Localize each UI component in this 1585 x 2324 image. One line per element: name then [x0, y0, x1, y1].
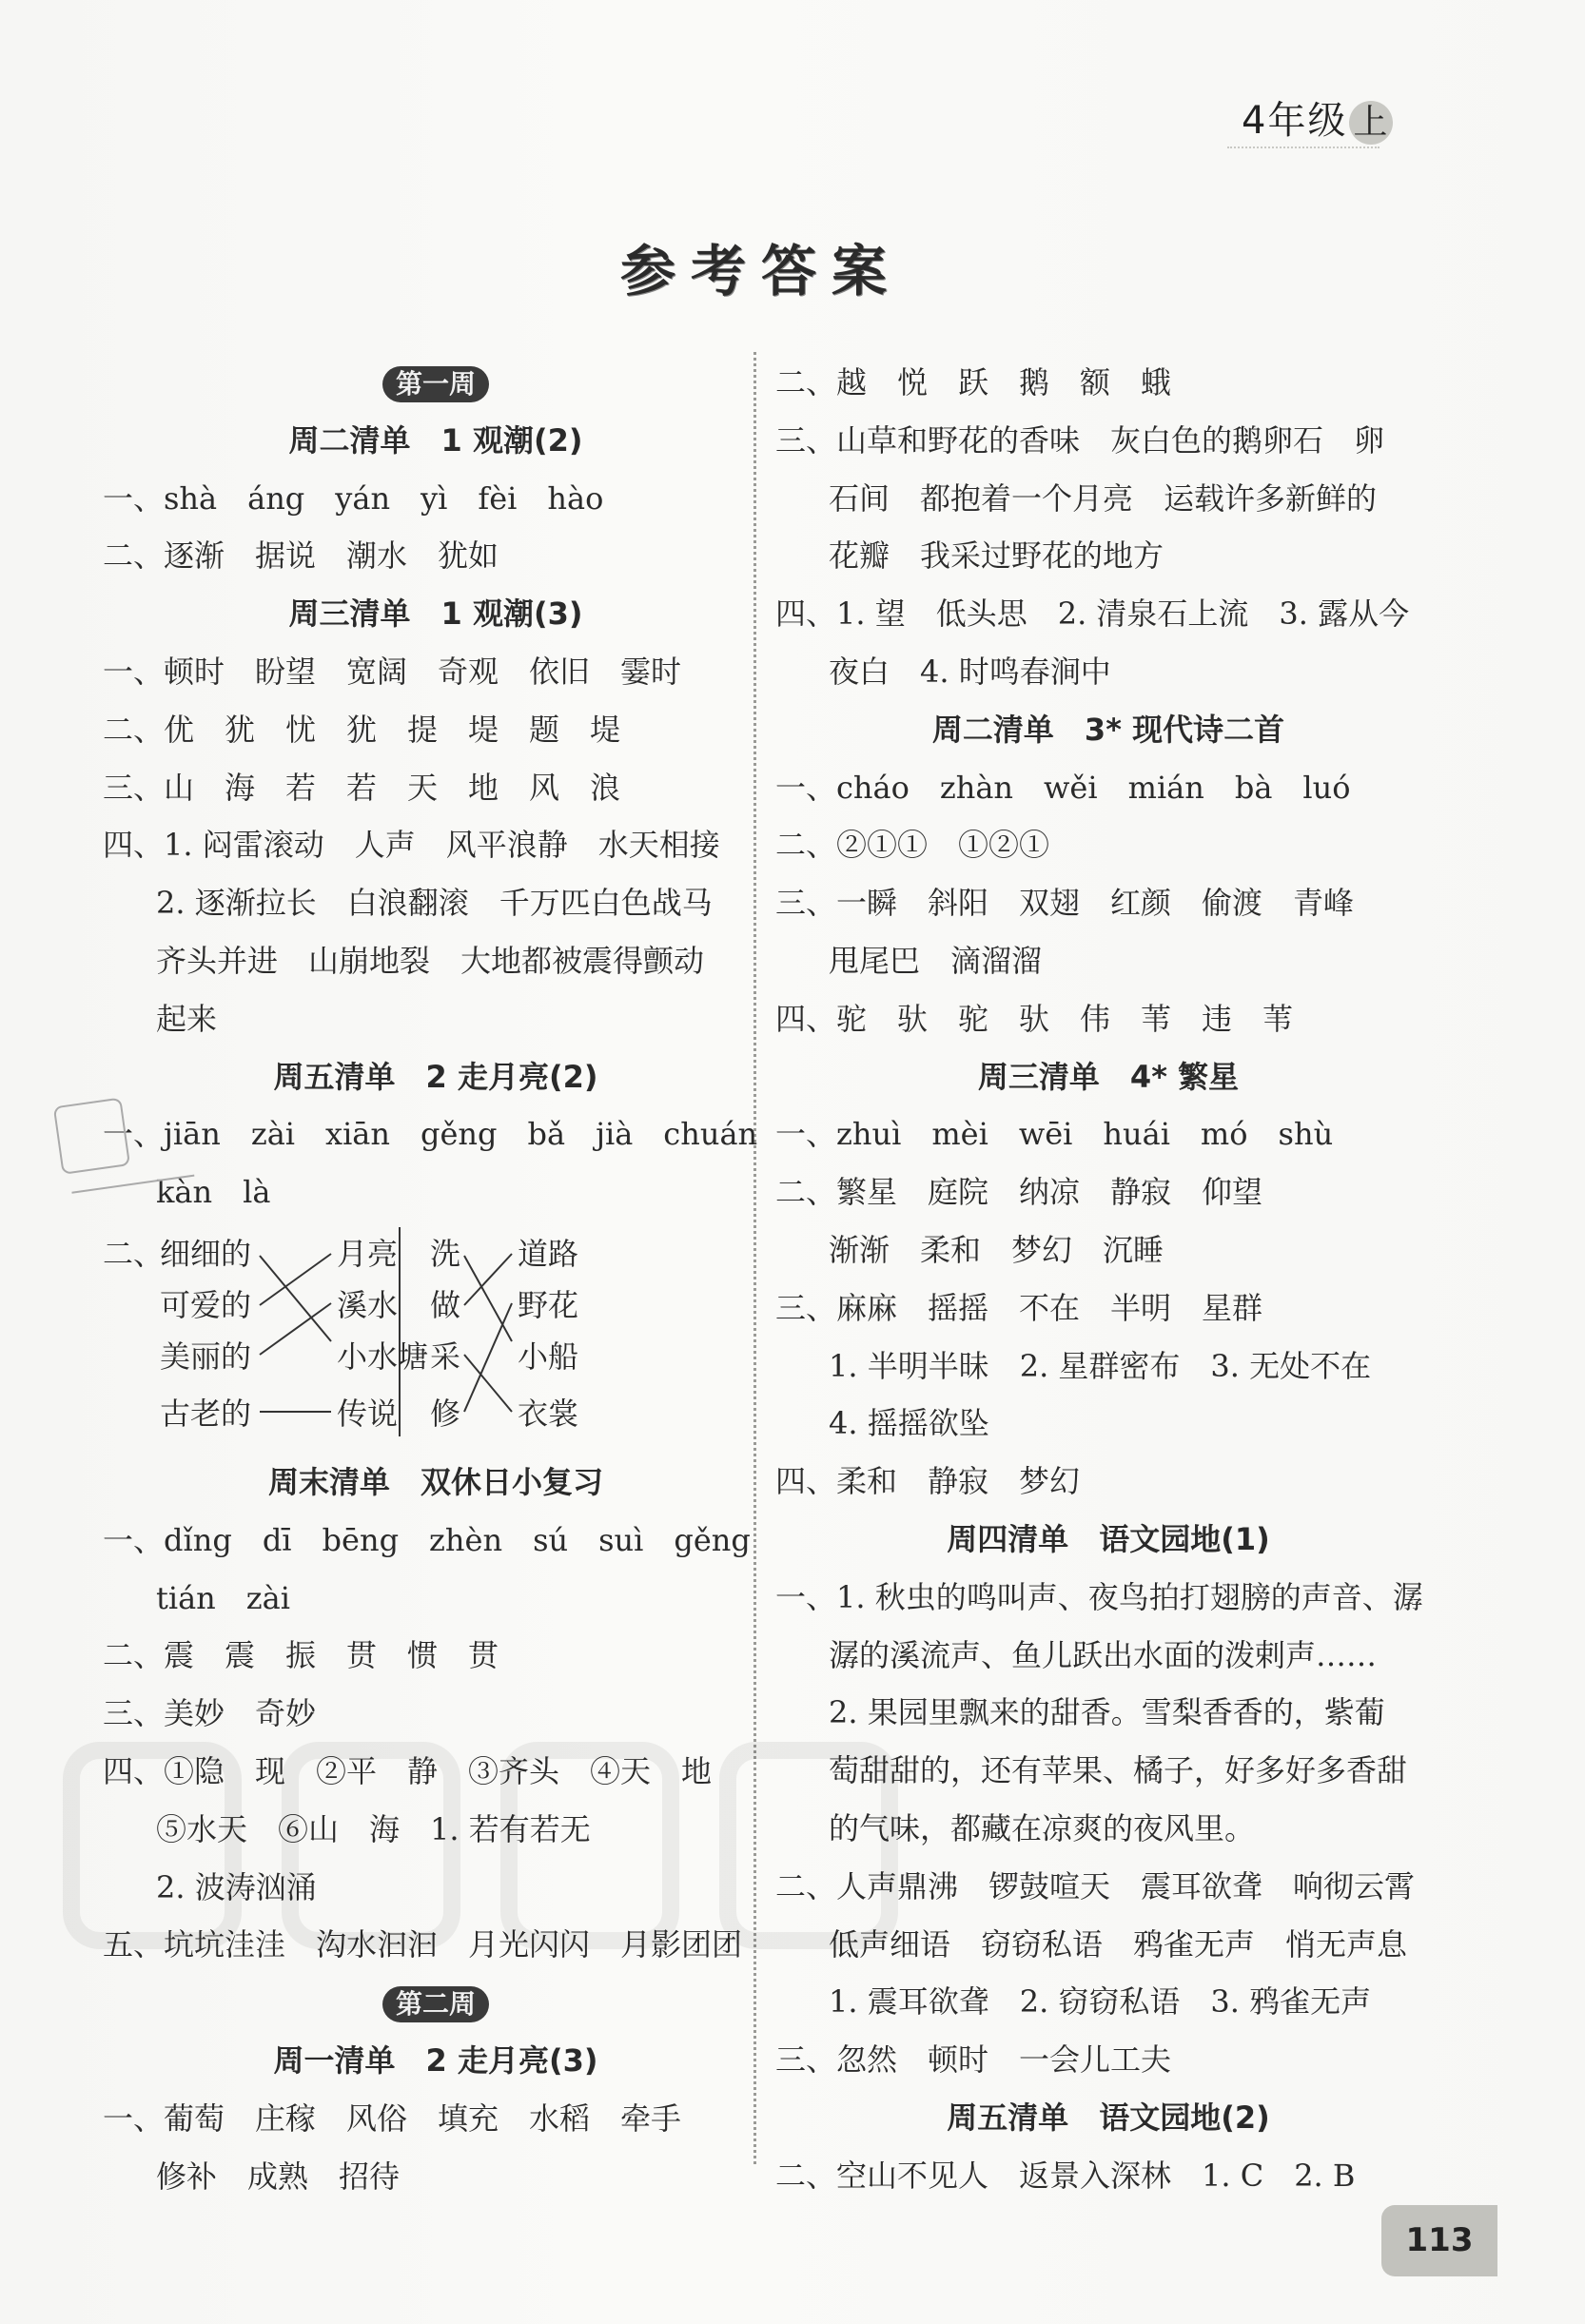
- section-heading: 周末清单 双休日小复习: [267, 1463, 603, 1500]
- match-right-item: 衣裳: [518, 1395, 579, 1432]
- answer-line: 石间 都抱着一个月亮 运载许多新鲜的: [829, 479, 1378, 517]
- watermark-graphic: [62, 1722, 899, 2028]
- answer-line: 四、①隐 现 ②平 静 ③齐头 ④天 地: [103, 1752, 713, 1789]
- answer-line: ⑤水天 ⑥山 海 1. 若有若无: [156, 1810, 591, 1847]
- page-number: 113: [1381, 2205, 1497, 2276]
- match-left-item: 古老的: [160, 1395, 252, 1432]
- answer-line: 一、cháo zhàn wěi mián bà luó: [775, 769, 1351, 806]
- answer-line: 2. 逐渐拉长 白浪翻滚 千万匹白色战马: [156, 885, 713, 922]
- match-right-item: 月亮: [337, 1235, 399, 1272]
- semester-badge: 上: [1349, 101, 1393, 145]
- answer-line: 渐渐 柔和 梦幻 沉睡: [829, 1231, 1164, 1268]
- answer-line: 起来: [156, 1000, 218, 1037]
- answer-line: 一、顿时 盼望 宽阔 奇观 依旧 霎时: [103, 653, 682, 690]
- match-left-item: 美丽的: [160, 1338, 252, 1375]
- match-right-item: 小水塘: [337, 1338, 429, 1375]
- answer-line: 低声细语 窃窃私语 鸦雀无声 悄无声息: [829, 1925, 1408, 1963]
- answer-line: 一、shà áng yán yì fèi hào: [103, 479, 604, 517]
- answer-line: 1. 震耳欲聋 2. 窃窃私语 3. 鸦雀无声: [829, 1983, 1372, 2021]
- section-heading: 周五清单 2 走月亮(2): [273, 1058, 598, 1095]
- section-heading: 周三清单 1 观潮(3): [288, 596, 583, 633]
- answer-line: 三、山 海 若 若 天 地 风 浪: [103, 769, 621, 806]
- match-right-item: 溪水: [337, 1286, 399, 1323]
- answer-line: 二、繁星 庭院 纳凉 静寂 仰望: [775, 1174, 1263, 1211]
- match-left-item: 细细的: [160, 1235, 252, 1272]
- answer-line: 一、葡萄 庄稼 风俗 填充 水稻 牵手: [103, 2099, 682, 2137]
- answer-line: 2. 波涛汹涌: [156, 1868, 317, 1905]
- answer-line: 二、越 悦 跃 鹅 额 蛾: [775, 364, 1172, 400]
- section-heading: 周二清单 3* 现代诗二首: [931, 711, 1285, 748]
- match-prefix: 二、: [103, 1235, 165, 1272]
- answer-line: 一、dǐng dī bēng zhèn sú suì gěng: [103, 1521, 751, 1558]
- answer-line: 甩尾巴 滴溜溜: [829, 942, 1043, 979]
- match-left-item: 修: [430, 1395, 461, 1432]
- answer-line: tián zài: [156, 1579, 290, 1616]
- stamp-logo: [49, 1084, 206, 1218]
- answer-line: 三、麻麻 摇摇 不在 半明 星群: [775, 1289, 1263, 1326]
- answer-line: 潺的溪流声、鱼儿跃出水面的泼剌声……: [829, 1636, 1378, 1673]
- answer-line: 4. 摇摇欲坠: [829, 1405, 989, 1442]
- answer-line: 三、一瞬 斜阳 双翅 红颜 偷渡 青峰: [775, 885, 1355, 922]
- watermark-strokes: [62, 1722, 899, 1969]
- answer-line: 二、空山不见人 返景入深林 1. C 2. B: [775, 2157, 1356, 2194]
- match-left-item: 做: [430, 1286, 461, 1323]
- answer-line: 四、1. 闷雷滚动 人声 风平浪静 水天相接: [103, 827, 720, 864]
- answer-line: 花瓣 我采过野花的地方: [829, 537, 1164, 575]
- answer-line: 四、驼 驮 驼 驮 伟 苇 违 苇: [775, 1000, 1294, 1037]
- answer-line: 萄甜甜的，还有苹果、橘子，好多好多香甜: [829, 1752, 1408, 1789]
- answer-line: 二、震 震 振 贯 惯 贯: [103, 1637, 499, 1674]
- answer-line: 一、jiān zài xiān gěng bǎ jià chuán: [103, 1116, 758, 1153]
- answer-line: 齐头并进 山崩地裂 大地都被震得颤动: [156, 942, 705, 979]
- match-left-item: 洗: [430, 1235, 461, 1272]
- match-line: [464, 1355, 512, 1412]
- match-left-item: 可爱的: [160, 1286, 252, 1323]
- grade-underline: [1227, 141, 1380, 148]
- page-title: 参考答案: [619, 239, 902, 303]
- week-badge: 第一周: [103, 354, 769, 412]
- answer-line: 二、逐渐 据说 潮水 犹如: [103, 537, 499, 575]
- match-right-item: 道路: [518, 1235, 579, 1272]
- answer-line: 四、柔和 静寂 梦幻: [775, 1463, 1081, 1500]
- answer-line: 五、坑坑洼洼 沟水汩汩 月光闪闪 月影团团: [103, 1926, 743, 1963]
- match-left-item: 采: [430, 1338, 461, 1375]
- grade-text: 4年级: [1242, 99, 1348, 143]
- answer-line: 的气味，都藏在凉爽的夜风里。: [829, 1809, 1256, 1846]
- stamp-shape: [49, 1084, 205, 1208]
- section-heading: 周五清单 语文园地(2): [947, 2099, 1270, 2136]
- answer-line: 二、②①① ①②①: [775, 827, 1050, 864]
- section-heading: 周一清单 2 走月亮(3): [273, 2041, 598, 2079]
- answer-line: 夜白 4. 时鸣春涧中: [829, 653, 1111, 690]
- grade-label: [1242, 90, 1393, 145]
- match-right-item: 传说: [337, 1395, 399, 1432]
- answer-line: 三、忽然 顿时 一会儿工夫: [775, 2041, 1172, 2079]
- answer-line: 一、zhuì mèi wēi huái mó shù: [775, 1116, 1334, 1153]
- answer-line: 三、山草和野花的香味 灰白色的鹅卵石 卵: [775, 421, 1385, 459]
- answer-line: 一、1. 秋虫的鸣叫声、夜鸟拍打翅膀的声音、潺: [775, 1578, 1423, 1615]
- match-line: [464, 1303, 512, 1412]
- answer-line: 二、优 犹 忧 犹 提 堤 题 堤: [103, 711, 621, 748]
- matching-exercise: [103, 1221, 769, 1454]
- answer-line: kàn là: [156, 1174, 271, 1211]
- section-heading: 周三清单 4* 繁星: [977, 1058, 1240, 1095]
- answer-line: 三、美妙 奇妙: [103, 1695, 317, 1732]
- match-right-item: 野花: [518, 1286, 579, 1323]
- answer-line: 四、1. 望 低头思 2. 清泉石上流 3. 露从今: [775, 596, 1410, 633]
- match-right-item: 小船: [518, 1338, 579, 1375]
- answer-line: 二、人声鼎沸 锣鼓喧天 震耳欲聋 响彻云霄: [775, 1867, 1416, 1904]
- answer-line: 2. 果园里飘来的甜香。雪梨香香的，紫葡: [829, 1694, 1385, 1731]
- section-heading: 周四清单 语文园地(1): [947, 1520, 1270, 1557]
- week-badge: 第二周: [103, 1974, 769, 2032]
- answer-line: 修补 成熟 招待: [156, 2158, 401, 2195]
- section-heading: 周二清单 1 观潮(2): [288, 421, 583, 459]
- answer-line: 1. 半明半昧 2. 星群密布 3. 无处不在: [829, 1347, 1372, 1384]
